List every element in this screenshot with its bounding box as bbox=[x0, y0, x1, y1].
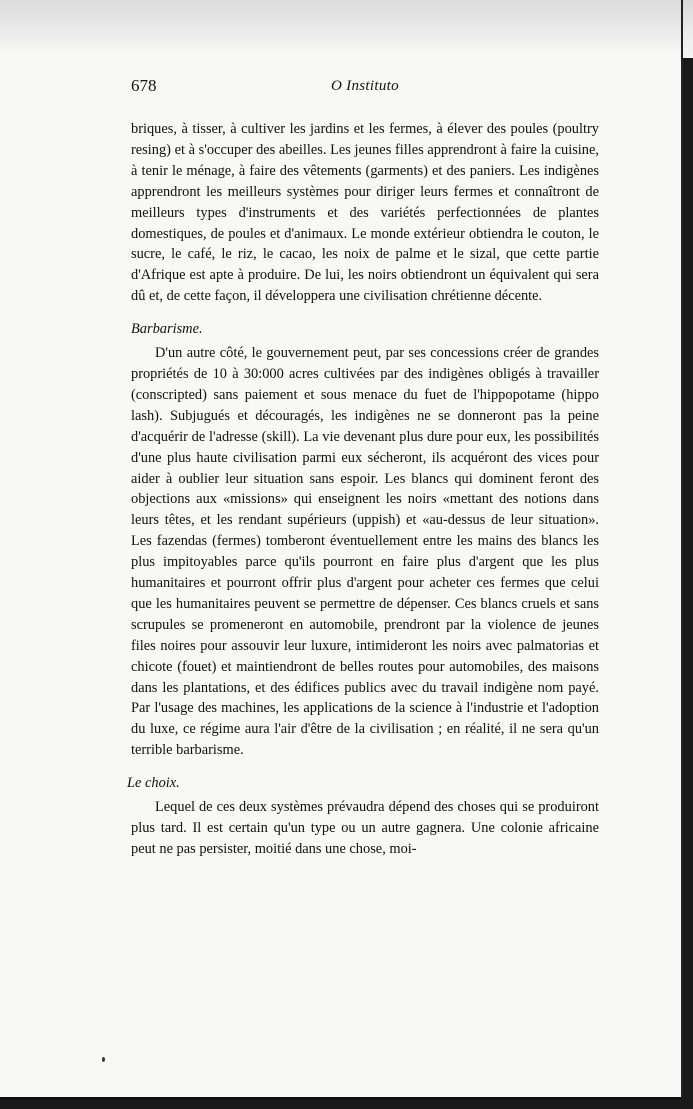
page-shadow bbox=[0, 0, 681, 56]
page-header bbox=[131, 76, 601, 102]
body-text bbox=[127, 119, 599, 860]
page-number: 678 bbox=[131, 76, 157, 95]
section-heading-barbarisme: Barbarisme. bbox=[131, 321, 203, 338]
section-heading-le-choix: Le choix. bbox=[127, 775, 180, 792]
barbarisme-paragraph: D'un autre côté, le gouvernement peut, par ses concessions créer de grandes propriétés de 10 à 30:000 acres cultivées par des indigènes obligés à travailler (conscripted) sans paiement et sous menace du fuet de l'hippopotame (hippo lash). Subjugués et découragés, les indigènes ne se donneront pas la peine d'acquérir de l'adresse (skill). La vie devenant plus dure pour eux, les possibilités d'une plus haute civilisation parmi eux sécheront, ils acquéront des vices pour aider à oublier leur situation sans espoir. Les blancs qui dominent feront des objections aux «missions» qui enseignent les noirs «mettant des notions dans leurs têtes, et les rendant supérieurs (uppish) et «au-dessus de leur situation». Les fazendas (fermes) tomberont éventuellement entre les mains des blancs les plus impitoyables parce qu'ils pourront en faire plus d'argent que les plus humanitaires et pourront offrir plus d'argent pour acheter ces fermes que celui que les humanitaires peuvent se permettre de dépenser. Ces blancs cruels et sans scrupules se promeneront en automobile, prendront par la violence de jeunes files noires pour assouvir leur luxure, intimideront les noirs avec palmatorias et chicote (fouet) et maintiendront de belles routes pour automobiles, des maisons dans les plantations, et des édifices publics avec du travail indigène nom payé. Par l'usage des machines, les applications de la science à l'industrie et l'adoption du luxe, ce régime aura l'air d'être de la civilisation ; en réalité, il ne sera qu'un terrible barbarisme. bbox=[131, 345, 599, 759]
intro-paragraph: briques, à tisser, à cultiver les jardins et les fermes, à élever des poules (poultry resing) et à s'occuper des abeilles. Les jeunes filles apprendront à faire la cuisine, à tenir le ménage, à faire des vêtements (garments) et des paniers. Les indigènes apprendront les meilleurs systèmes pour diriger leurs fermes et connaîtront de meilleurs types d'instruments et des variétés perfectionnées de plantes domestiques, de poules et d'animaux. Le monde extérieur obtiendra le couton, le sucre, le café, le riz, le cacao, les noix de palme et le sizal, que cette partie d'Afrique est apte à produire. De lui, les noirs obtiendront un équivalent qui sera dû et, de cette façon, il développera une civilisation chrétienne décente. bbox=[131, 121, 599, 305]
le-choix-paragraph: Lequel de ces deux systèmes prévaudra dépend des choses qui se produiront plus tard. Il est certain qu'un type ou un autre gagnera. Une colonie africaine peut ne pas persister, moitié dans une chose, moi- bbox=[131, 799, 599, 857]
running-title: O Instituto bbox=[331, 78, 399, 94]
scan-speck bbox=[102, 1057, 105, 1062]
